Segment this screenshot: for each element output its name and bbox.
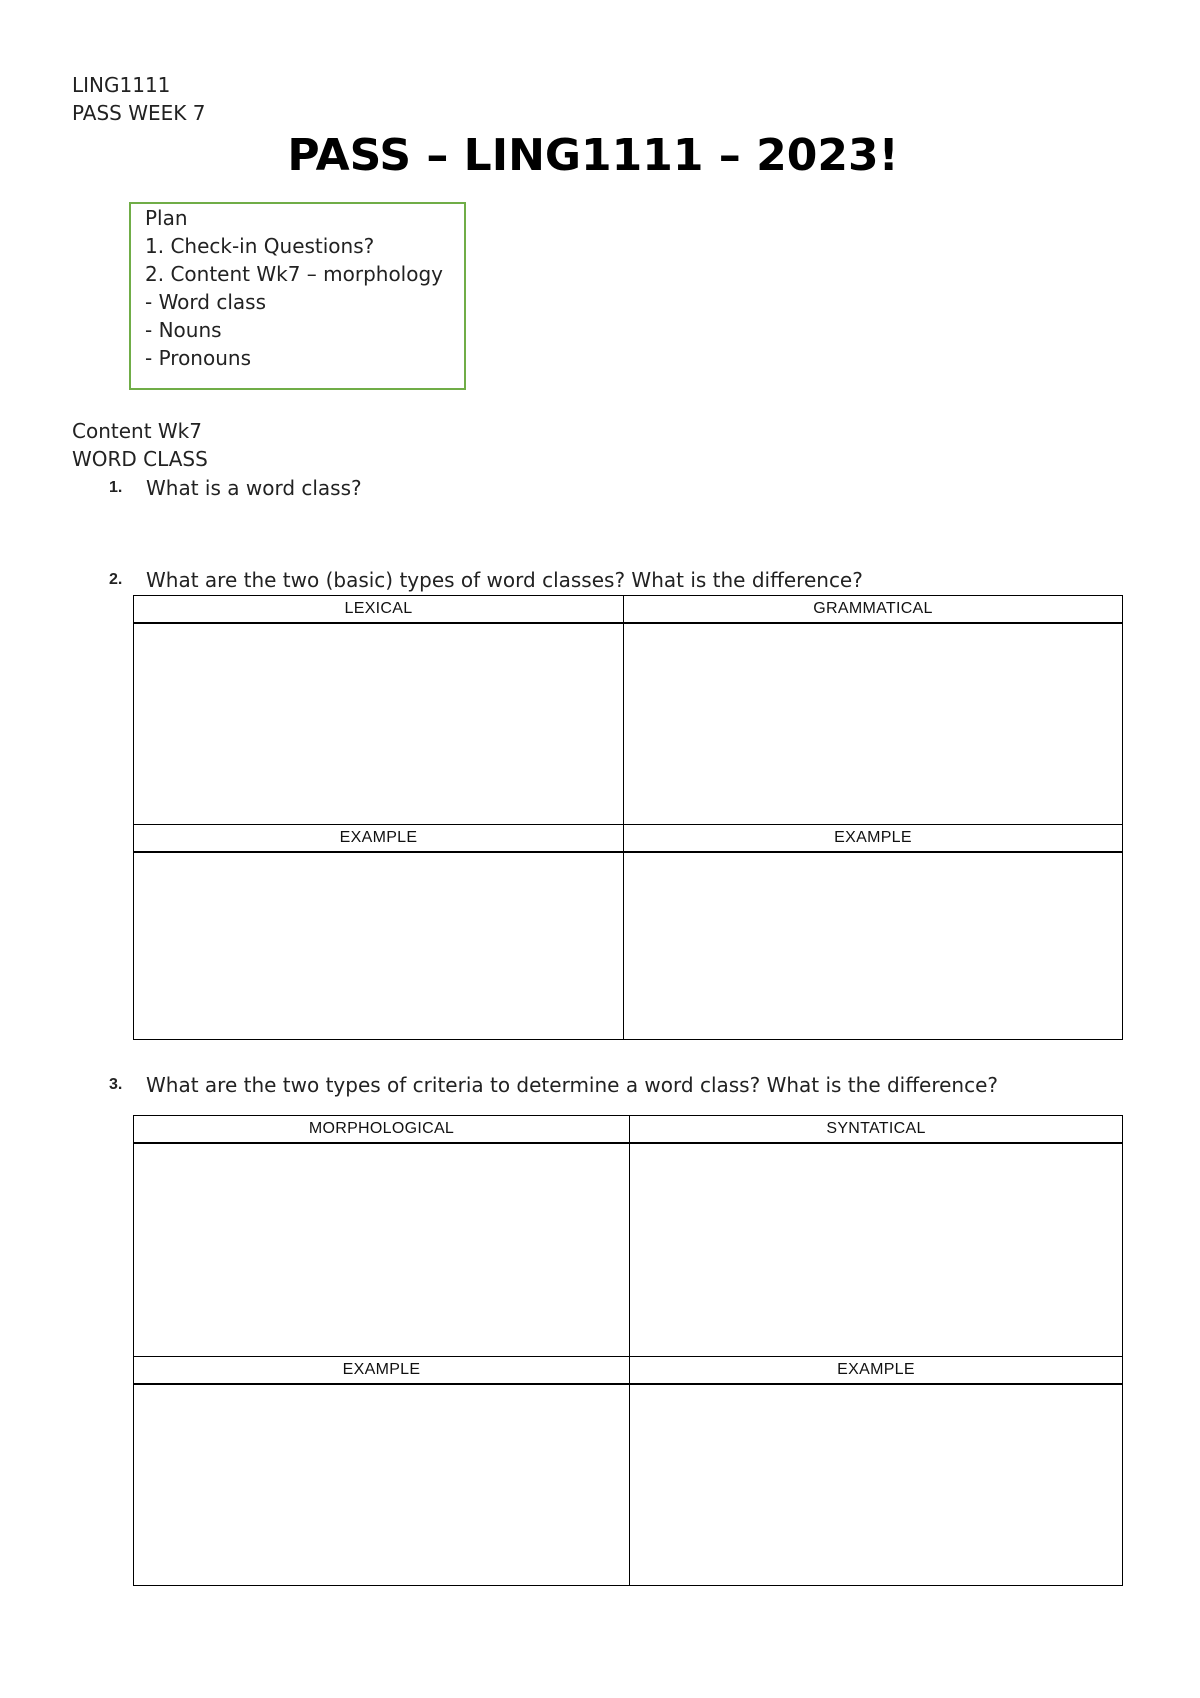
page-title-text: PASS – LING1111 – 2023! — [287, 130, 899, 181]
grammatical-example-cell[interactable] — [624, 852, 1123, 1040]
plan-heading: Plan — [145, 206, 188, 230]
morphological-example-header: EXAMPLE — [134, 1357, 630, 1385]
morphological-answer-cell[interactable] — [134, 1143, 630, 1357]
syntatical-example-cell[interactable] — [630, 1384, 1123, 1586]
question-2-text: What are the two (basic) types of word classes? What is the difference? — [146, 568, 863, 592]
lexical-answer-cell[interactable] — [134, 623, 624, 825]
question-1-number: 1. — [109, 479, 123, 496]
lexical-example-cell[interactable] — [134, 852, 624, 1040]
plan-item-checkin: 1. Check-in Questions? — [145, 234, 375, 258]
plan-item-pronouns: - Pronouns — [145, 346, 251, 370]
word-class-types-table — [133, 595, 1123, 1040]
lexical-example-header: EXAMPLE — [134, 825, 624, 853]
question-2-number: 2. — [109, 571, 123, 588]
question-3-text: What are the two types of criteria to determine a word class? What is the difference? — [146, 1073, 999, 1097]
question-1-text: What is a word class? — [146, 476, 362, 500]
content-heading: Content Wk7 — [72, 419, 202, 443]
plan-item-content: 2. Content Wk7 – morphology — [145, 262, 444, 286]
plan-list — [145, 204, 443, 372]
course-code: LING1111 — [72, 73, 171, 97]
syntatical-header: SYNTATICAL — [630, 1116, 1123, 1144]
morphological-header: MORPHOLOGICAL — [134, 1116, 630, 1144]
morphological-example-cell[interactable] — [134, 1384, 630, 1586]
lexical-header: LEXICAL — [134, 596, 624, 624]
week-label: PASS WEEK 7 — [72, 101, 206, 125]
grammatical-header: GRAMMATICAL — [624, 596, 1123, 624]
page-title — [0, 130, 1200, 182]
criteria-types-table — [133, 1115, 1123, 1586]
syntatical-example-header: EXAMPLE — [630, 1357, 1123, 1385]
grammatical-example-header: EXAMPLE — [624, 825, 1123, 853]
question-3-number: 3. — [109, 1076, 123, 1093]
plan-item-nouns: - Nouns — [145, 318, 222, 342]
syntatical-answer-cell[interactable] — [630, 1143, 1123, 1357]
grammatical-answer-cell[interactable] — [624, 623, 1123, 825]
word-class-heading: WORD CLASS — [72, 447, 208, 471]
plan-item-word-class: - Word class — [145, 290, 266, 314]
